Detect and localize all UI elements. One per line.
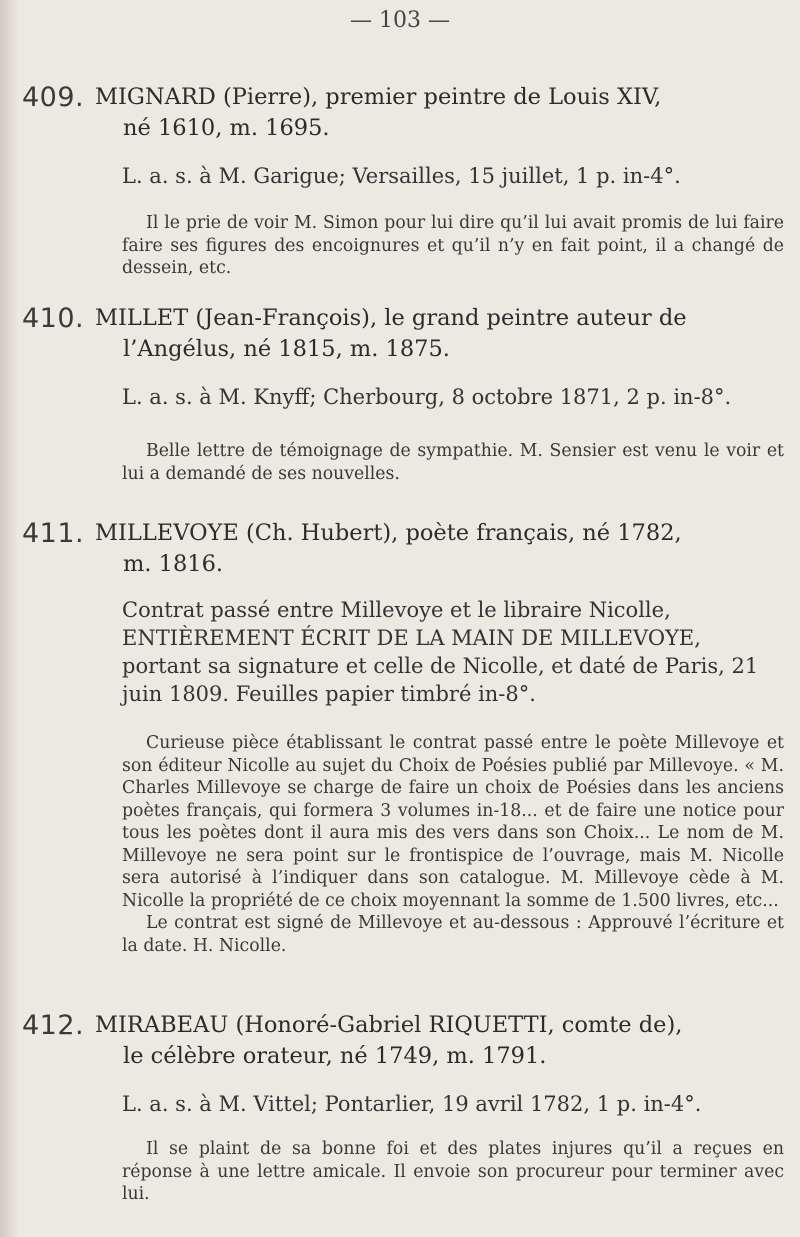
entry-number: 411. (22, 518, 85, 549)
page-edge-shadow (0, 0, 18, 1237)
entry-heading-line2: né 1610, m. 1695. (123, 115, 330, 141)
page-number: — 103 — (350, 8, 450, 33)
entry-heading (95, 518, 775, 580)
entry-heading (95, 303, 775, 365)
entry-description: L. a. s. à M. Garigue; Versailles, 15 juillet, 1 p. in-4°. (122, 164, 681, 188)
entry-note-paragraph-2: Le contrat est signé de Millevoye et au-dessous : Approuvé l’écriture et la date. H. Nicolle. (122, 913, 784, 956)
entry-description: L. a. s. à M. Knyff; Cherbourg, 8 octobre 1871, 2 p. in-8°. (122, 385, 732, 409)
entry-heading-line2: l’Angélus, né 1815, m. 1875. (123, 336, 450, 362)
entry-description: Contrat passé entre Millevoye et le libraire Nicolle, ENTIÈREMENT ÉCRIT DE LA MAIN DE MILLEVOYE, portant sa signature et celle de Nicolle, et daté de Paris, 21 juin 1809. Feuilles papier timbré in-8°. (122, 598, 759, 706)
entry-number: 409. (22, 82, 85, 113)
entry-note (122, 732, 784, 957)
entry-heading-line1: MIGNARD (Pierre), premier peintre de Louis XIV, (95, 84, 662, 110)
entry-heading-line1: MIRABEAU (Honoré-Gabriel RIQUETTI, comte de), (95, 1012, 683, 1038)
entry-heading (95, 82, 775, 144)
entry-note-paragraph-1: Curieuse pièce établissant le contrat passé entre le poète Millevoye et son éditeur Nicolle au sujet du Choix de Poésies publié par Millevoye. « M. Charles Millevoye se charge de faire un choix de Poésies dans les anciens poètes français, qui formera 3 volumes in-18... et de faire une notice pour tous les poètes dont il aura mis des vers dans son Choix... Le nom de M. Millevoye ne sera point sur le frontispice de l’ouvrage, mais M. Nicolle sera autorisé à l’indiquer dans son catalogue. M. Millevoye cède à M. Nicolle la propriété de ce choix moyennant la somme de 1.500 livres, etc... (122, 733, 784, 911)
entry-note: Belle lettre de témoignage de sympathie. M. Sensier est venu le voir et lui a demandé de ses nouvelles. (122, 441, 784, 484)
entry-heading-line1: MILLEVOYE (Ch. Hubert), poète français, né 1782, (95, 520, 682, 546)
entry-note: Il le prie de voir M. Simon pour lui dire qu’il lui avait promis de lui faire faire ses figures des encoignures et qu’il n’y en fait point, il a changé de dessein, etc. (122, 213, 784, 278)
entry-heading-line2: m. 1816. (123, 551, 224, 577)
entry-number: 412. (22, 1010, 85, 1041)
entry-heading-line2: le célèbre orateur, né 1749, m. 1791. (123, 1043, 547, 1069)
entry-heading (95, 1010, 775, 1072)
entry-heading-line1: MILLET (Jean-François), le grand peintre auteur de (95, 305, 687, 331)
entry-description: L. a. s. à M. Vittel; Pontarlier, 19 avril 1782, 1 p. in-4°. (122, 1092, 702, 1116)
entry-number: 410. (22, 303, 85, 334)
entry-note: Il se plaint de sa bonne foi et des plates injures qu’il a reçues en réponse à une lettre amicale. Il envoie son procureur pour terminer avec lui. (122, 1139, 784, 1204)
